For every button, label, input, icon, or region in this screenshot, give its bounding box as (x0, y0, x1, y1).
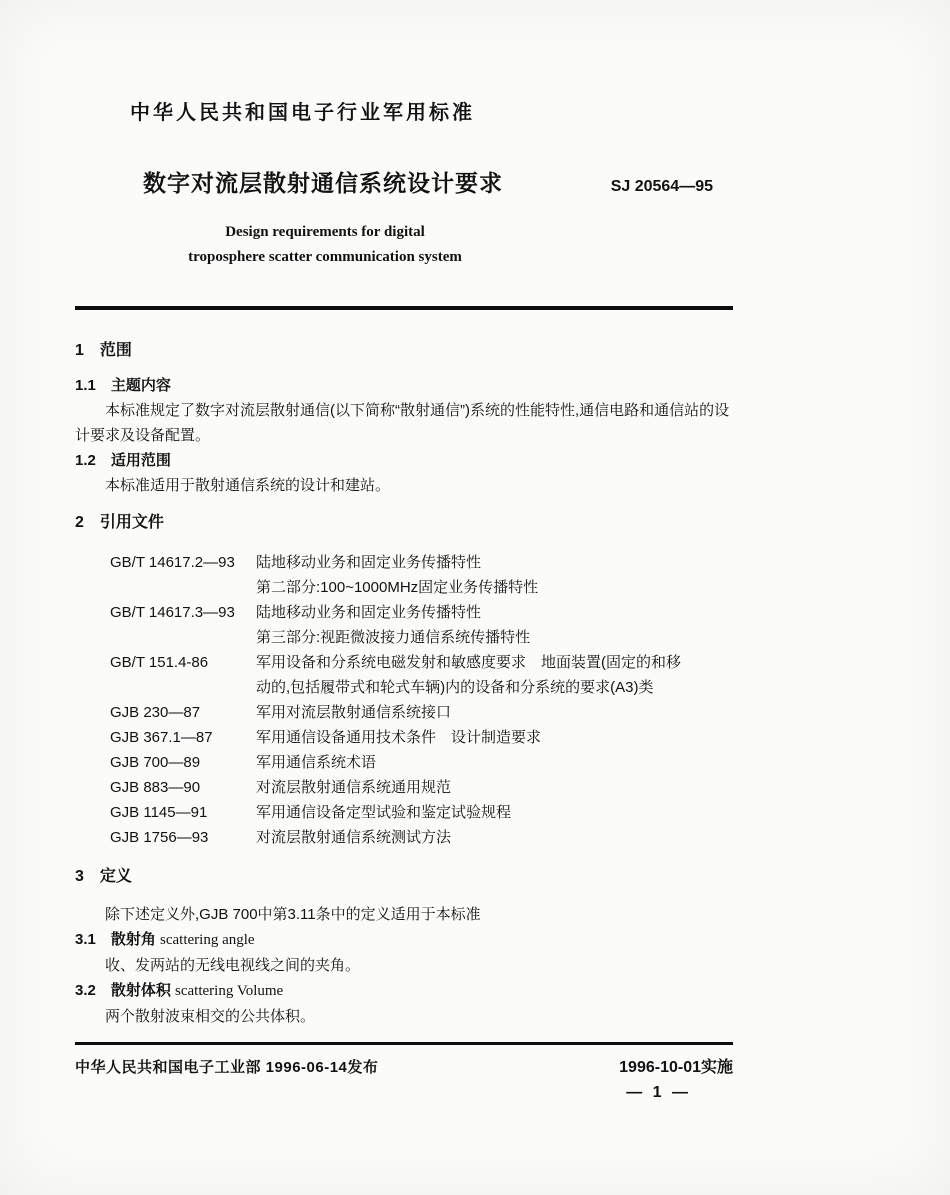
definition-3-2-text: 两个散射波束相交的公共体积。 (105, 1008, 316, 1025)
reference-description (256, 825, 733, 850)
reference-code: GJB 1756—93 (110, 829, 209, 846)
reference-code: GB/T 14617.3—93 (110, 604, 235, 621)
reference-row (75, 725, 733, 750)
header-divider (75, 306, 733, 310)
reference-description (256, 650, 733, 700)
footer-implement-date: 1996-10-01实施 (619, 1059, 733, 1076)
reference-description (256, 775, 733, 800)
reference-description (256, 800, 733, 825)
english-title-line1: Design requirements for digital (225, 224, 425, 240)
reference-description (256, 600, 733, 650)
reference-row (75, 700, 733, 725)
reference-line: 对流层散射通信系统测试方法 (256, 829, 452, 846)
standard-organization-line: 中华人民共和国电子行业军用标准 (130, 102, 475, 124)
reference-line: 第三部分:视距微波接力通信系统传播特性 (256, 629, 531, 646)
reference-description (256, 700, 733, 725)
reference-line: 动的,包括履带式和轮式车辆)内的设备和分系统的要求(A3)类 (256, 679, 654, 696)
definition-3-2-zh: 3.2 散射体积 (75, 982, 176, 999)
reference-code: GJB 883—90 (110, 779, 201, 796)
reference-line: 对流层散射通信系统通用规范 (256, 779, 452, 796)
page-content (75, 0, 733, 1102)
footer-divider (75, 1042, 733, 1045)
footer-row (75, 1054, 733, 1077)
english-title-line2: troposphere scatter communication system (188, 249, 462, 265)
reference-row (75, 650, 733, 700)
reference-code: GB/T 151.4-86 (110, 654, 209, 671)
reference-code: GJB 1145—91 (110, 804, 208, 821)
reference-row (75, 775, 733, 800)
definition-3-1-en: scattering angle (160, 932, 255, 948)
reference-row (75, 825, 733, 850)
definition-3-1-text: 收、发两站的无线电视线之间的夹角。 (105, 957, 361, 974)
reference-list (75, 550, 733, 850)
reference-description (256, 725, 733, 750)
reference-description (256, 550, 733, 600)
reference-row (75, 600, 733, 650)
document-title: 数字对流层散射通信系统设计要求 (143, 170, 503, 196)
subsection-1-2-text: 本标准适用于散射通信系统的设计和建站。 (105, 477, 391, 494)
reference-row (75, 800, 733, 825)
subsection-1-2-heading: 1.2 适用范围 (75, 452, 171, 469)
title-row (75, 165, 733, 198)
reference-row (75, 750, 733, 775)
reference-line: 陆地移动业务和固定业务传播特性 (256, 604, 482, 621)
reference-code: GJB 230—87 (110, 704, 201, 721)
reference-line: 第二部分:100~1000MHz固定业务传播特性 (256, 579, 539, 596)
reference-code: GJB 700—89 (110, 754, 201, 771)
reference-line: 军用通信设备通用技术条件 设计制造要求 (256, 729, 542, 746)
definition-3-1-heading (75, 927, 733, 953)
reference-line: 军用通信系统术语 (256, 754, 377, 771)
definition-3-1-zh: 3.1 散射角 (75, 931, 161, 948)
reference-line: 军用对流层散射通信系统接口 (256, 704, 452, 721)
reference-line: 军用通信设备定型试验和鉴定试验规程 (256, 804, 512, 821)
reference-row (75, 550, 733, 600)
standard-number: SJ 20564—95 (610, 178, 713, 195)
section-1-heading: 1 范围 (75, 342, 132, 359)
definitions-intro: 除下述定义外,GJB 700中第3.11条中的定义适用于本标准 (105, 906, 481, 923)
definition-3-2-heading (75, 978, 733, 1004)
reference-code: GJB 367.1—87 (110, 729, 213, 746)
section-2-heading: 2 引用文件 (75, 514, 164, 531)
subsection-1-1-heading: 1.1 主题内容 (75, 377, 171, 394)
reference-line: 陆地移动业务和固定业务传播特性 (256, 554, 482, 571)
page-number: — 1 — (626, 1084, 691, 1101)
footer-issuer: 中华人民共和国电子工业部 1996-06-14发布 (75, 1059, 379, 1076)
reference-line: 军用设备和分系统电磁发射和敏感度要求 地面装置(固定的和移 (256, 654, 681, 671)
definition-3-2-en: scattering Volume (175, 983, 284, 999)
subsection-1-1-text: 本标准规定了数字对流层散射通信(以下简称“散射通信”)系统的性能特性,通信电路和通信站的设计要求及设备配置。 (75, 402, 730, 444)
reference-description (256, 750, 733, 775)
english-title (75, 220, 575, 270)
section-3-heading: 3 定义 (75, 868, 132, 885)
reference-code: GB/T 14617.2—93 (110, 554, 235, 571)
